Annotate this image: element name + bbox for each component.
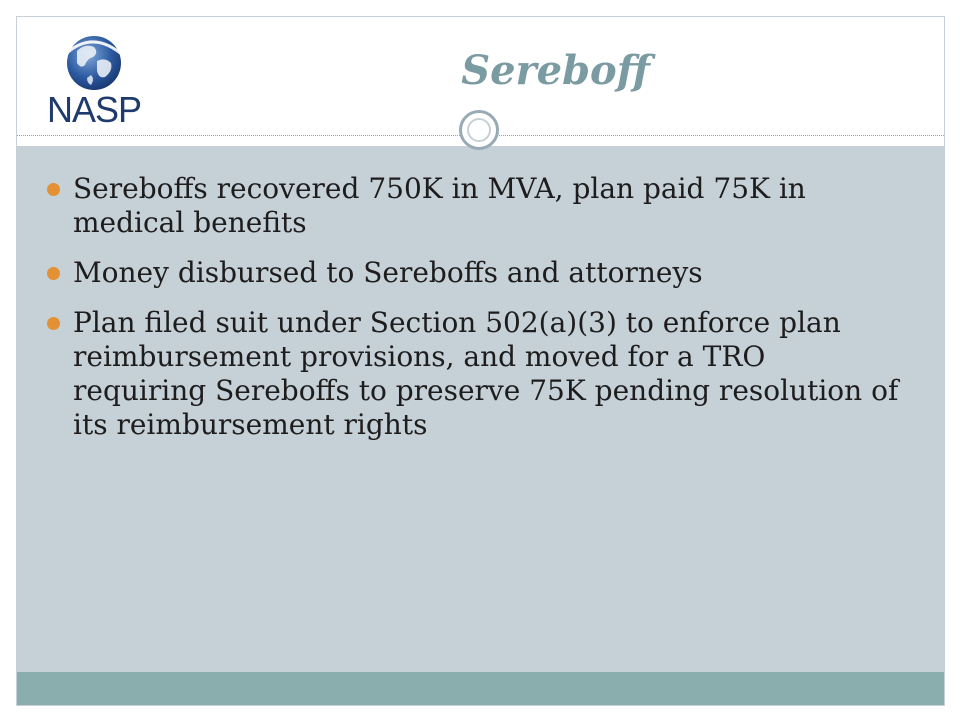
- slide-title: Sereboff: [461, 47, 650, 94]
- bullet-list: [47, 172, 907, 458]
- footer-band: [17, 672, 944, 705]
- bullet-text: Money disbursed to Sereboffs and attorneys: [73, 256, 703, 289]
- bullet-marker-icon: [47, 317, 60, 330]
- bullet-item: [47, 172, 907, 240]
- bullet-marker-icon: [47, 183, 60, 196]
- bullet-item: [47, 306, 907, 442]
- slide: [16, 16, 945, 706]
- bullet-text: Sereboffs recovered 750K in MVA, plan paid 75K in medical benefits: [73, 172, 806, 239]
- ring-ornament-icon: [459, 110, 499, 150]
- bullet-text: Plan filed suit under Section 502(a)(3) to enforce plan reimbursement provisions, and moved for a TRO requiring Sereboffs to preserve 75K pending resolution of its reimbursement rights: [73, 306, 899, 441]
- bullet-marker-icon: [47, 267, 60, 280]
- logo-text: NASP: [46, 89, 142, 130]
- bullet-item: [47, 256, 907, 290]
